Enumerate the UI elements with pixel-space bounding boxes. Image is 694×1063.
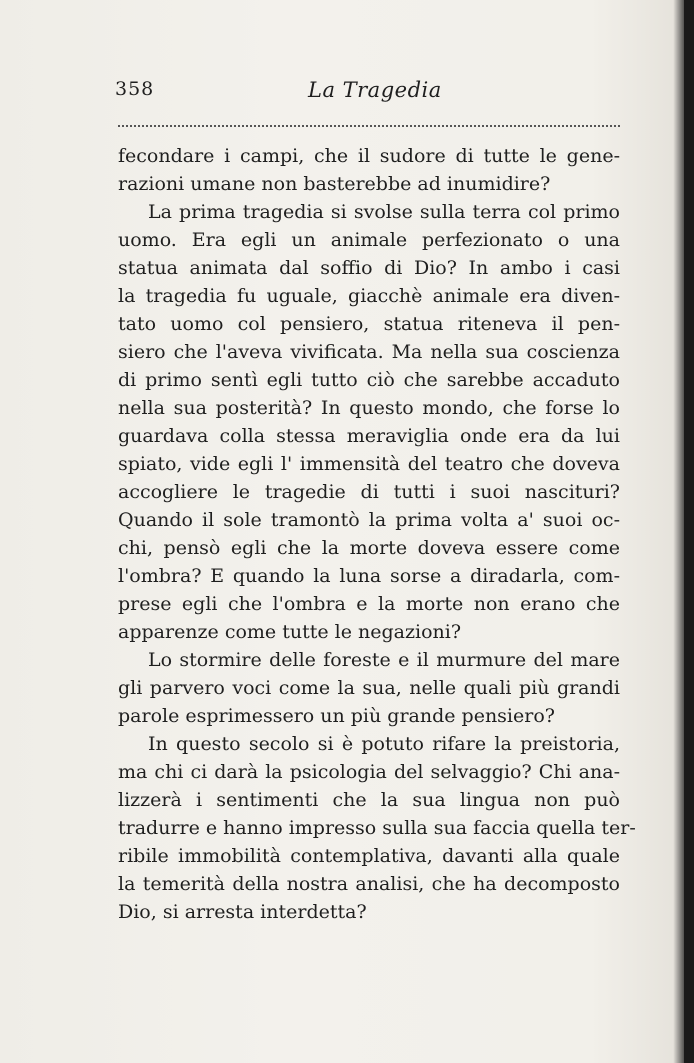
- text-line: statua animata dal soffio di Dio? In ambo i casi: [118, 257, 620, 279]
- text-line: l'ombra? E quando la luna sorse a diradarla, com-: [118, 565, 620, 587]
- text-line: apparenze come tutte le negazioni?: [118, 621, 462, 643]
- text-line: di primo sentì egli tutto ciò che sarebbe accaduto: [118, 369, 620, 391]
- text-line: Dio, si arresta interdetta?: [118, 901, 367, 923]
- text-line: fecondare i campi, che il sudore di tutte le gene-: [118, 145, 620, 167]
- text-line: razioni umane non basterebbe ad inumidire?: [118, 173, 551, 195]
- text-line: parole esprimessero un più grande pensiero?: [118, 705, 555, 727]
- text-line: nella sua posterità? In questo mondo, che forse lo: [118, 397, 620, 419]
- body-text: [118, 142, 636, 926]
- running-head: [115, 72, 620, 106]
- page-edge-shadow: [684, 0, 694, 1063]
- text-line: lizzerà i sentimenti che la sua lingua non può: [118, 789, 620, 811]
- header-rule: [118, 125, 620, 127]
- text-line: guardava colla stessa meraviglia onde era da lui: [118, 425, 620, 447]
- text-line: uomo. Era egli un animale perfezionato o una: [118, 229, 620, 251]
- text-line: ma chi ci darà la psicologia del selvaggio? Chi ana-: [118, 761, 620, 783]
- text-line: siero che l'aveva vivificata. Ma nella sua coscienza: [118, 341, 620, 363]
- text-line: tato uomo col pensiero, statua riteneva il pen-: [118, 313, 620, 335]
- text-line: accogliere le tragedie di tutti i suoi nascituri?: [118, 481, 620, 503]
- text-line: gli parvero voci come la sua, nelle quali più grandi: [118, 677, 620, 699]
- text-line: ribile immobilità contemplativa, davanti alla quale: [118, 845, 620, 867]
- text-line: tradurre e hanno impresso sulla sua faccia quella ter-: [118, 817, 636, 839]
- paragraph-start-line: La prima tragedia si svolse sulla terra col primo: [148, 201, 620, 223]
- text-line: Quando il sole tramontò la prima volta a' suoi oc-: [118, 509, 620, 531]
- text-line: chi, pensò egli che la morte doveva essere come: [118, 537, 620, 559]
- running-title: La Tragedia: [308, 78, 442, 102]
- text-line: la temerità della nostra analisi, che ha decomposto: [118, 873, 620, 895]
- text-line: spiato, vide egli l' immensità del teatro che doveva: [118, 453, 620, 475]
- paragraph-start-line: Lo stormire delle foreste e il murmure del mare: [148, 649, 620, 671]
- text-line: la tragedia fu uguale, giacchè animale era diven-: [118, 285, 620, 307]
- page-number: 358: [115, 78, 155, 100]
- paragraph-start-line: In questo secolo si è potuto rifare la preistoria,: [148, 733, 620, 755]
- text-line: prese egli che l'ombra e la morte non erano che: [118, 593, 620, 615]
